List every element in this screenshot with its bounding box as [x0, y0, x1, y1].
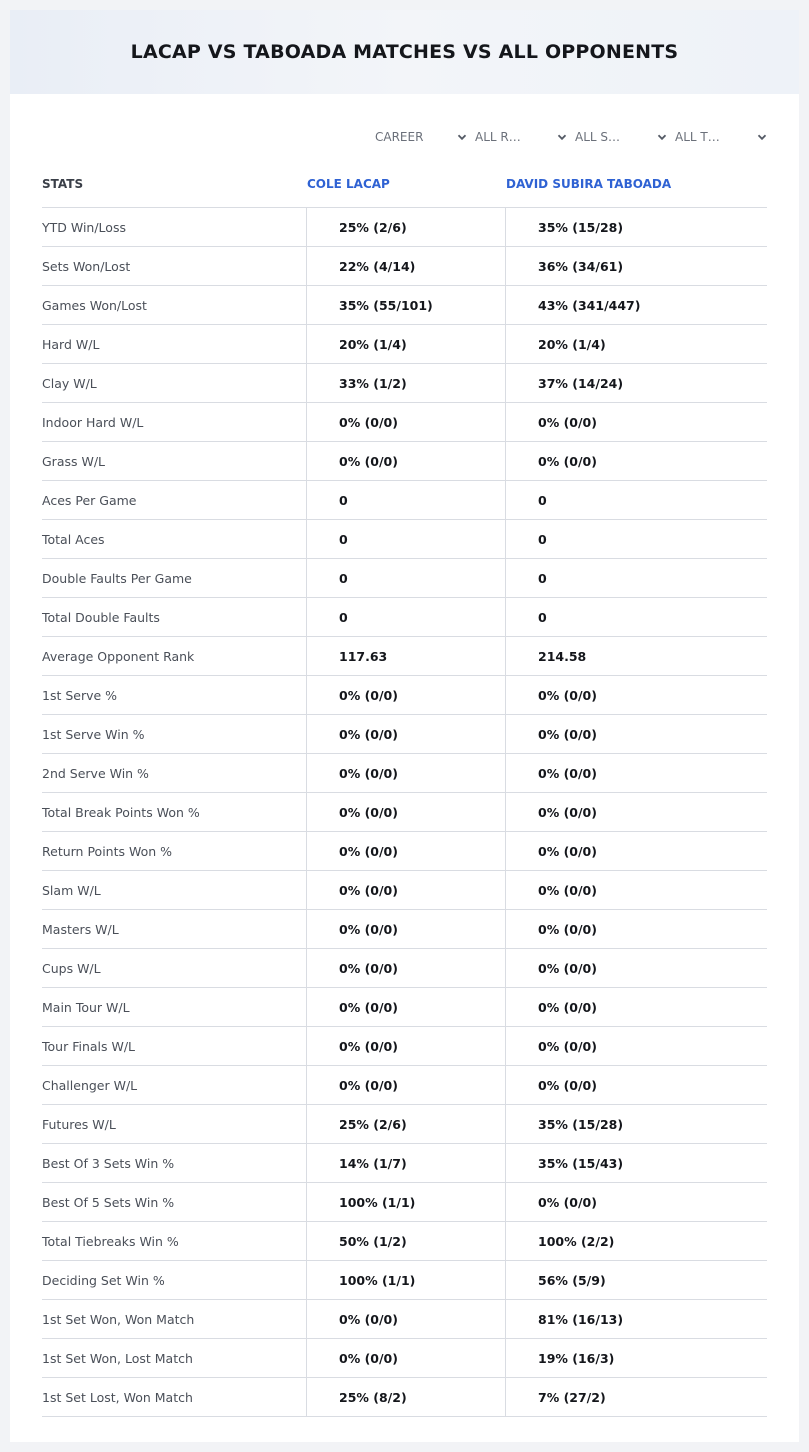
table-row [42, 403, 767, 442]
table-row [42, 481, 767, 520]
stat-label: Sets Won/Lost [42, 258, 131, 274]
table-row [42, 1183, 767, 1222]
filter-label: ALL T… [675, 130, 720, 144]
table-row [42, 1300, 767, 1339]
stats-table [42, 160, 767, 1417]
stat-label: Futures W/L [42, 1116, 116, 1132]
stat-label: Masters W/L [42, 921, 119, 937]
player1-value: 0% (0/0) [306, 1339, 505, 1377]
table-row [42, 832, 767, 871]
player1-value: 0% (0/0) [306, 1066, 505, 1104]
player2-value: 36% (34/61) [505, 247, 766, 285]
stat-label: Deciding Set Win % [42, 1272, 165, 1288]
stat-label: Cups W/L [42, 960, 101, 976]
player1-value: 0 [306, 598, 505, 636]
column-header-stats: STATS [42, 176, 84, 191]
player2-value: 0% (0/0) [505, 988, 766, 1026]
player2-value: 0 [505, 481, 766, 519]
player1-value: 0% (0/0) [306, 442, 505, 480]
player1-value: 0% (0/0) [306, 754, 505, 792]
player2-value: 81% (16/13) [505, 1300, 766, 1338]
player1-value: 0 [306, 520, 505, 558]
player2-value: 0% (0/0) [505, 793, 766, 831]
stat-label: YTD Win/Loss [42, 219, 126, 235]
stat-label: Challenger W/L [42, 1077, 138, 1093]
player2-value: 0% (0/0) [505, 910, 766, 948]
player1-value: 25% (2/6) [306, 1105, 505, 1143]
table-row [42, 1144, 767, 1183]
filter-period-select[interactable] [375, 126, 467, 148]
stat-label: 1st Set Won, Won Match [42, 1311, 195, 1327]
player2-value: 7% (27/2) [505, 1378, 766, 1416]
player2-value: 35% (15/28) [505, 208, 766, 246]
stat-label: Tour Finals W/L [42, 1038, 136, 1054]
table-row [42, 988, 767, 1027]
table-row [42, 1027, 767, 1066]
stat-label: Total Break Points Won % [42, 804, 200, 820]
player2-value: 0% (0/0) [505, 832, 766, 870]
stat-label: 2nd Serve Win % [42, 765, 149, 781]
table-row [42, 754, 767, 793]
table-row [42, 793, 767, 832]
table-row [42, 1066, 767, 1105]
filter-tournament-select[interactable] [675, 126, 767, 148]
player1-value: 0% (0/0) [306, 715, 505, 753]
column-header-player1-link[interactable]: COLE LACAP [307, 176, 390, 191]
filter-round-select[interactable] [475, 126, 567, 148]
player2-value: 0% (0/0) [505, 754, 766, 792]
player1-value: 0% (0/0) [306, 403, 505, 441]
stat-label: Total Tiebreaks Win % [42, 1233, 179, 1249]
stat-label: 1st Set Won, Lost Match [42, 1350, 193, 1366]
player2-value: 0% (0/0) [505, 442, 766, 480]
chevron-down-icon [557, 132, 567, 142]
player1-value: 0% (0/0) [306, 871, 505, 909]
table-row [42, 325, 767, 364]
table-row [42, 949, 767, 988]
table-row [42, 247, 767, 286]
stat-label: Games Won/Lost [42, 297, 147, 313]
player1-value: 14% (1/7) [306, 1144, 505, 1182]
table-row [42, 715, 767, 754]
table-row [42, 598, 767, 637]
player1-value: 0% (0/0) [306, 949, 505, 987]
player1-value: 33% (1/2) [306, 364, 505, 402]
player1-value: 0% (0/0) [306, 988, 505, 1026]
stat-label: 1st Serve % [42, 687, 118, 703]
chevron-down-icon [657, 132, 667, 142]
stat-label: Total Double Faults [42, 609, 160, 625]
stats-card [10, 10, 799, 1442]
player2-value: 43% (341/447) [505, 286, 766, 324]
player1-value: 0% (0/0) [306, 832, 505, 870]
stat-label: Hard W/L [42, 336, 100, 352]
player2-value: 0 [505, 598, 766, 636]
player1-value: 0% (0/0) [306, 1027, 505, 1065]
table-row [42, 559, 767, 598]
stat-label: 1st Serve Win % [42, 726, 145, 742]
stat-label: Double Faults Per Game [42, 570, 192, 586]
stat-label: Average Opponent Rank [42, 648, 195, 664]
player2-value: 20% (1/4) [505, 325, 766, 363]
player1-value: 0 [306, 559, 505, 597]
table-row [42, 364, 767, 403]
player1-value: 117.63 [306, 637, 505, 675]
table-row [42, 208, 767, 247]
table-body [42, 208, 767, 1417]
stat-label: Total Aces [42, 531, 105, 547]
filter-bar [375, 126, 767, 148]
player2-value: 214.58 [505, 637, 766, 675]
stat-label: 1st Set Lost, Won Match [42, 1389, 193, 1405]
stat-label: Best Of 5 Sets Win % [42, 1194, 175, 1210]
player1-value: 0% (0/0) [306, 793, 505, 831]
player2-value: 0% (0/0) [505, 715, 766, 753]
player1-value: 25% (8/2) [306, 1378, 505, 1416]
player2-value: 0 [505, 559, 766, 597]
column-header-player2-link[interactable]: DAVID SUBIRA TABOADA [506, 176, 672, 191]
player1-value: 25% (2/6) [306, 208, 505, 246]
stat-label: Aces Per Game [42, 492, 137, 508]
card-header [10, 10, 799, 94]
table-row [42, 1105, 767, 1144]
player2-value: 0% (0/0) [505, 949, 766, 987]
player1-value: 22% (4/14) [306, 247, 505, 285]
player1-value: 35% (55/101) [306, 286, 505, 324]
stat-label: Slam W/L [42, 882, 101, 898]
player2-value: 56% (5/9) [505, 1261, 766, 1299]
filter-label: ALL R… [475, 130, 521, 144]
player2-value: 0% (0/0) [505, 1066, 766, 1104]
player2-value: 100% (2/2) [505, 1222, 766, 1260]
table-row [42, 637, 767, 676]
table-row [42, 676, 767, 715]
player1-value: 0% (0/0) [306, 676, 505, 714]
player1-value: 100% (1/1) [306, 1183, 505, 1221]
stat-label: Indoor Hard W/L [42, 414, 144, 430]
page-title: LACAP VS TABOADA MATCHES VS ALL OPPONENTS [130, 41, 679, 63]
table-row [42, 1222, 767, 1261]
table-row [42, 286, 767, 325]
table-row [42, 1261, 767, 1300]
chevron-down-icon [757, 132, 767, 142]
player2-value: 35% (15/43) [505, 1144, 766, 1182]
player1-value: 0% (0/0) [306, 1300, 505, 1338]
filter-label: ALL S… [575, 130, 621, 144]
filter-label: CAREER [375, 130, 424, 144]
player2-value: 37% (14/24) [505, 364, 766, 402]
player2-value: 0% (0/0) [505, 1027, 766, 1065]
stat-label: Main Tour W/L [42, 999, 130, 1015]
chevron-down-icon [457, 132, 467, 142]
table-header [42, 160, 767, 208]
player2-value: 35% (15/28) [505, 1105, 766, 1143]
player2-value: 0% (0/0) [505, 403, 766, 441]
player2-value: 0% (0/0) [505, 676, 766, 714]
stat-label: Best Of 3 Sets Win % [42, 1155, 175, 1171]
table-row [42, 871, 767, 910]
stat-label: Return Points Won % [42, 843, 173, 859]
table-row [42, 1339, 767, 1378]
table-row [42, 1378, 767, 1417]
player1-value: 20% (1/4) [306, 325, 505, 363]
player1-value: 100% (1/1) [306, 1261, 505, 1299]
player2-value: 0 [505, 520, 766, 558]
stat-label: Grass W/L [42, 453, 106, 469]
player2-value: 0% (0/0) [505, 871, 766, 909]
filter-surface-select[interactable] [575, 126, 667, 148]
player2-value: 0% (0/0) [505, 1183, 766, 1221]
player2-value: 19% (16/3) [505, 1339, 766, 1377]
table-row [42, 910, 767, 949]
player1-value: 0% (0/0) [306, 910, 505, 948]
table-row [42, 442, 767, 481]
player1-value: 50% (1/2) [306, 1222, 505, 1260]
stat-label: Clay W/L [42, 375, 97, 391]
table-row [42, 520, 767, 559]
player1-value: 0 [306, 481, 505, 519]
